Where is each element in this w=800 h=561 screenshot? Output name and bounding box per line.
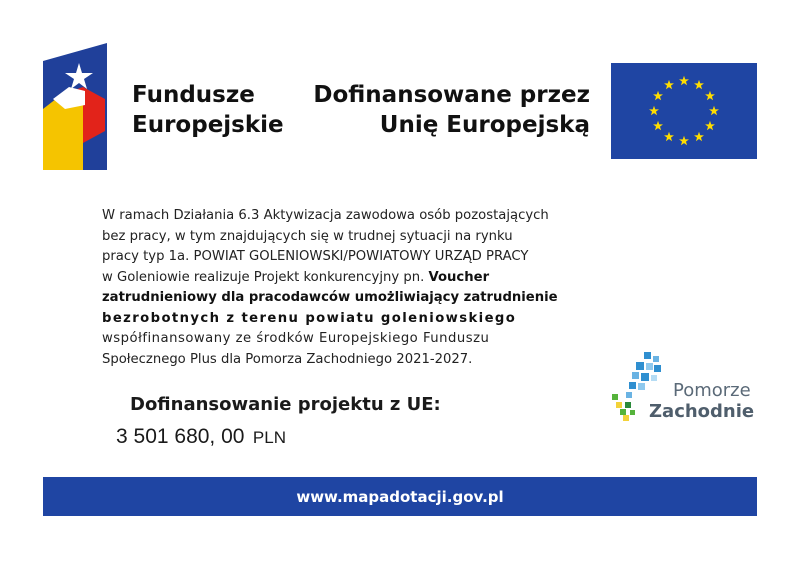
funding-label: Dofinansowanie projektu z UE: [130, 394, 441, 415]
dofinansowane-text [300, 80, 590, 140]
fundusze-europejskie-text [132, 80, 284, 140]
fundusze-europejskie-logo-icon [43, 43, 107, 170]
fe-line-2: Europejskie [132, 112, 284, 138]
para-line: Społecznego Plus dla Pomorza Zachodniego 2021-2027. [102, 351, 473, 367]
fe-line-1: Fundusze [132, 82, 255, 108]
footer-url-link[interactable]: www.mapadotacji.gov.pl [296, 487, 504, 506]
para-line: współfinansowany ze środków Europejskiego Funduszu [102, 331, 490, 346]
para-line-bold: zatrudnieniowy dla pracodawców umożliwiający zatrudnienie [102, 290, 558, 305]
funding-amount [116, 425, 286, 449]
footer-url-bar [43, 477, 757, 516]
para-line: W ramach Działania 6.3 Aktywizacja zawodowa osób pozostających [102, 208, 549, 223]
funding-currency: PLN [252, 428, 286, 447]
dof-line-2: Unię Europejską [379, 112, 590, 138]
funding-amount-value: 3 501 680, 00 [116, 425, 245, 448]
project-name-inline: Voucher [428, 269, 490, 285]
project-description [102, 206, 614, 370]
region-logo-line-1: Pomorze [673, 380, 751, 401]
eu-flag-icon [611, 63, 757, 159]
para-line: bez pracy, w tym znajdujących się w trudnej sytuacji na rynku [102, 228, 513, 244]
region-logo-line-2: Zachodnie [649, 401, 755, 422]
para-line: pracy typ 1a. POWIAT GOLENIOWSKI/POWIATOWY URZĄD PRACY [102, 249, 529, 264]
para-line-bold: bezrobotnych z terenu powiatu goleniowskiego [102, 310, 517, 326]
dof-line-1: Dofinansowane przez [313, 82, 590, 108]
para-line: w Goleniowie realizuje Projekt konkurencyjny pn. Voucher [102, 269, 490, 285]
